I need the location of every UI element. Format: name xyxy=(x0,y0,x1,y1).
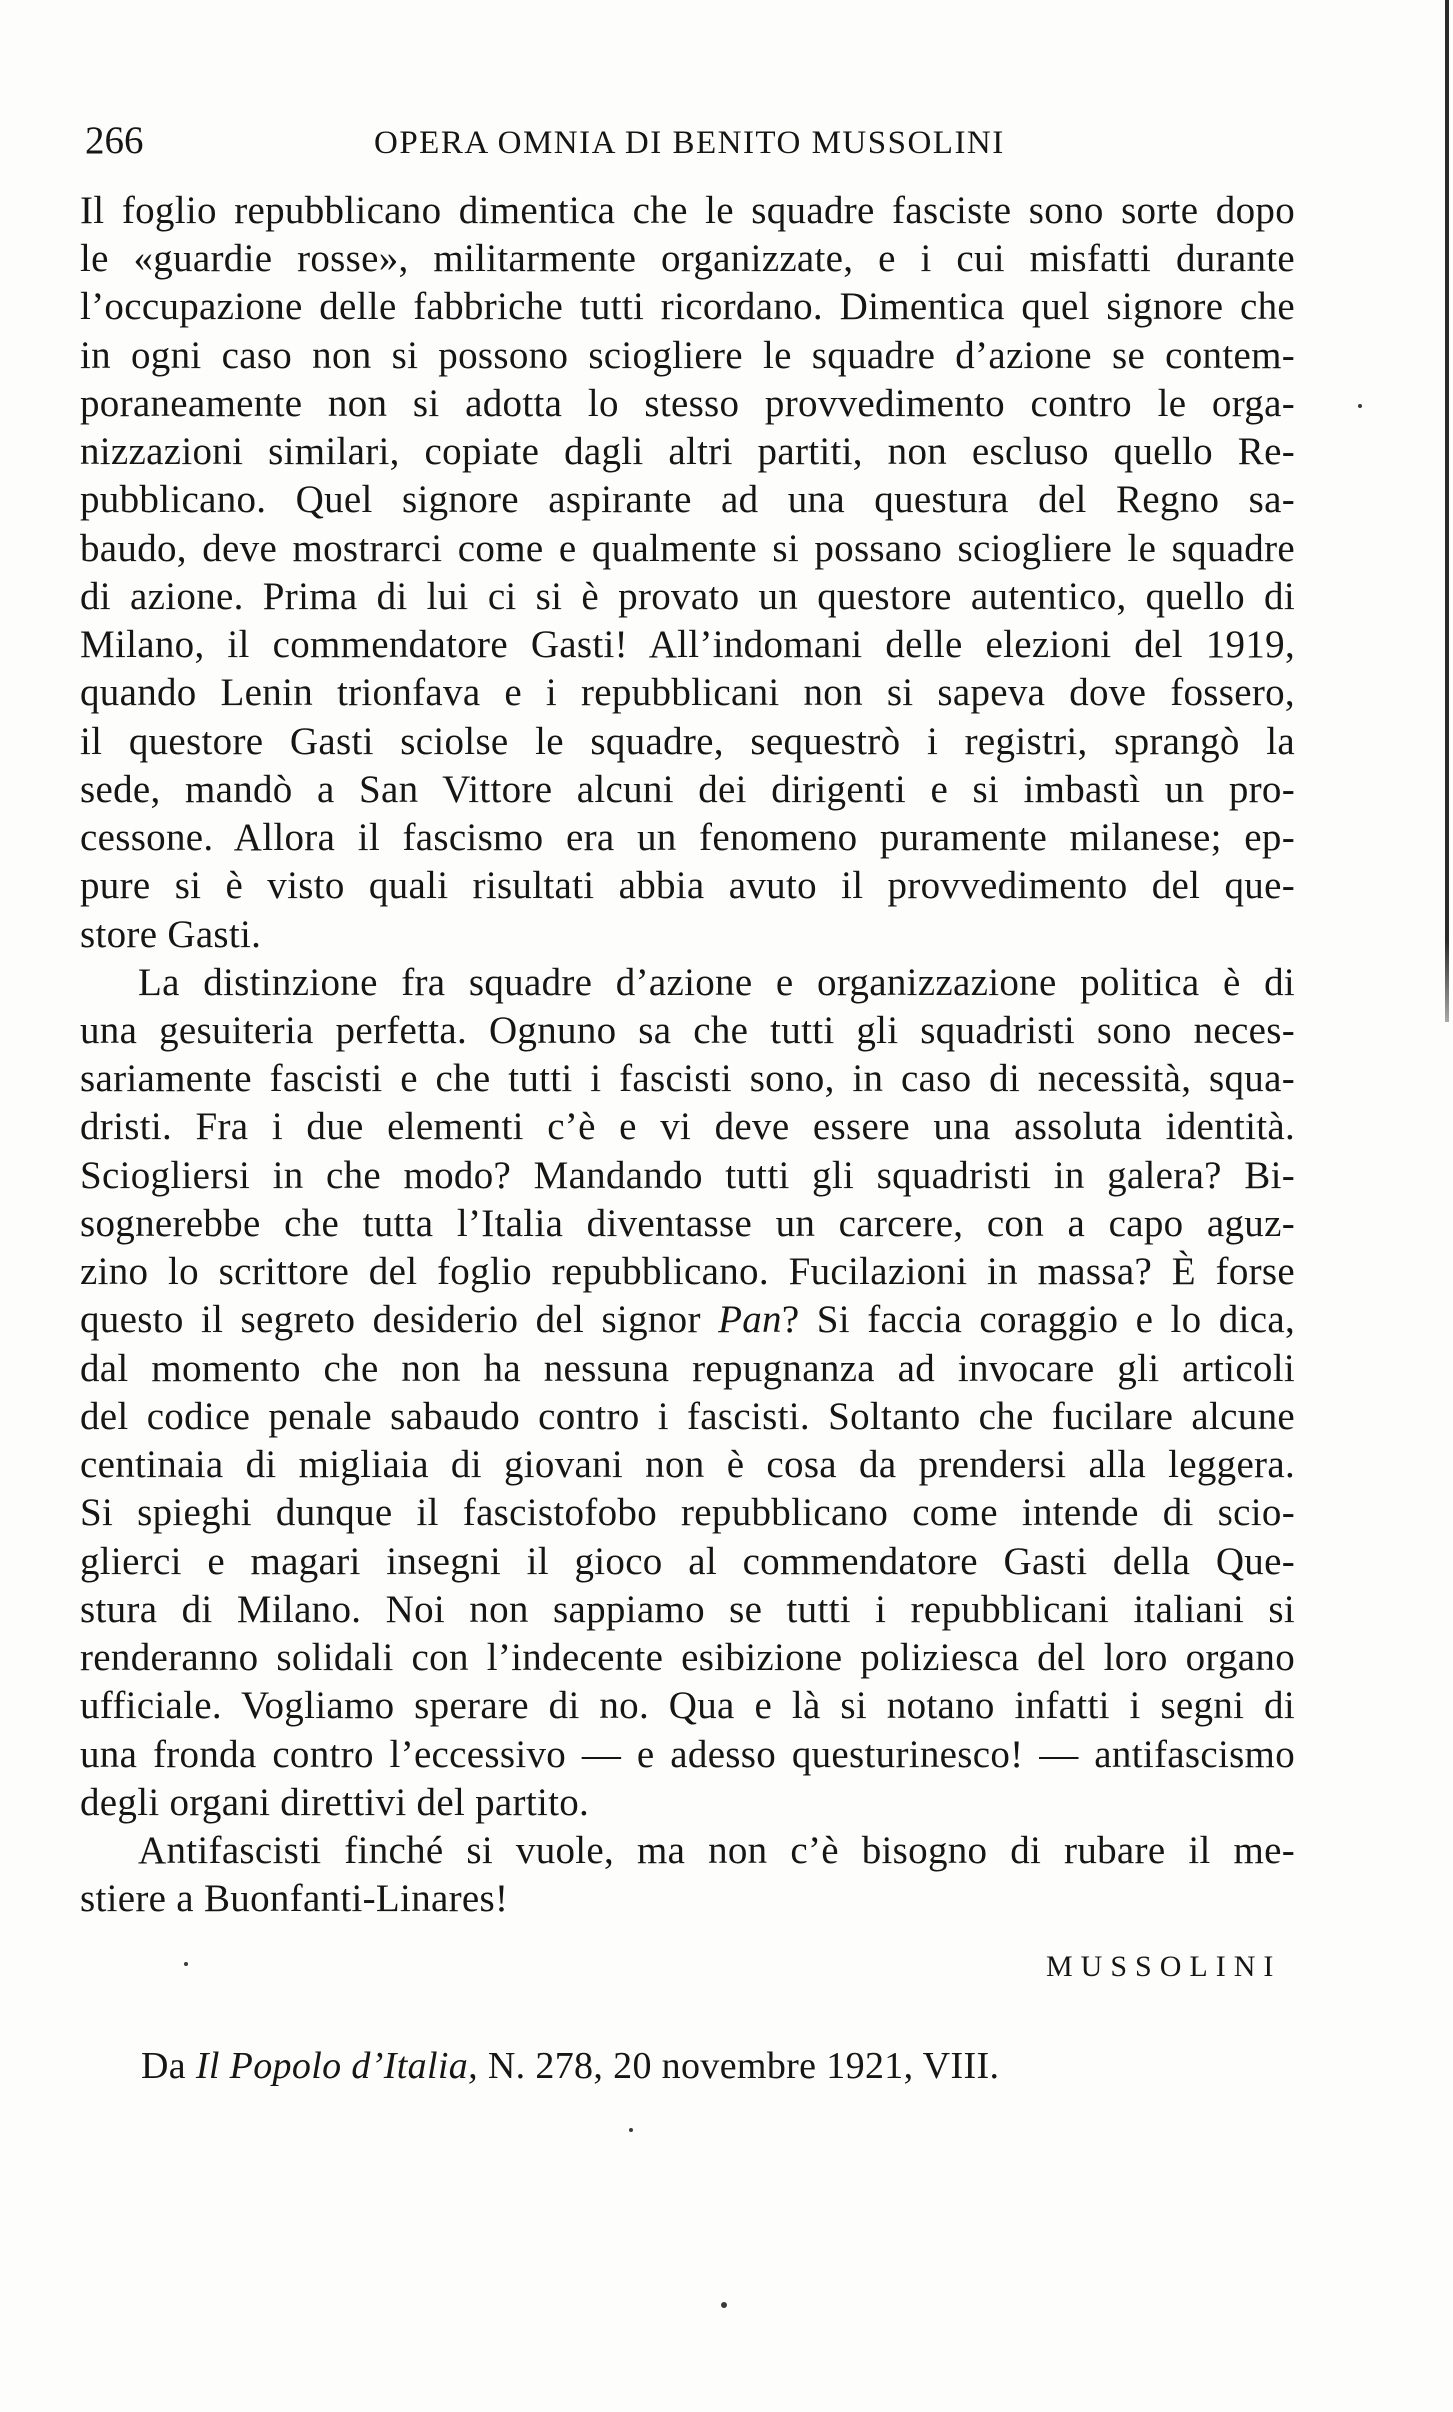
paragraph-2 xyxy=(80,959,1295,1827)
author-signature: MUSSOLINI xyxy=(1046,1950,1282,1983)
text-line: nizzazioni similari, copiate dagli altri partiti, non escluso quello Re- xyxy=(80,430,1295,474)
text-line: Sciogliersi in che modo? Mandando tutti gli squadristi in galera? Bi- xyxy=(80,1153,1295,1197)
text-line: il questore Gasti sciolse le squadre, sequestrò i registri, sprangò la xyxy=(80,719,1295,763)
text-line: dristi. Fra i due elementi c’è e vi deve essere una assoluta identità. xyxy=(80,1105,1295,1149)
text-line: del codice penale sabaudo contro i fascisti. Soltanto che fucilare alcune xyxy=(80,1394,1295,1438)
text-line: Antifascisti finché si vuole, ma non c’è bisogno di rubare il me- xyxy=(138,1828,1295,1872)
text-line: stiere a Buonfanti-Linares! xyxy=(80,1877,509,1921)
text-line: glierci e magari insegni il gioco al commendatore Gasti della Que- xyxy=(80,1539,1295,1583)
text-line: zino lo scrittore del foglio repubblicano. Fucilazioni in massa? È forse xyxy=(80,1250,1295,1294)
italic-name: Pan xyxy=(718,1298,782,1342)
scan-speck xyxy=(629,2128,633,2132)
text-line: ufficiale. Vogliamo sperare di no. Qua e là si notano infatti i segni di xyxy=(80,1684,1295,1728)
paragraph-1 xyxy=(80,187,1295,959)
text-line xyxy=(80,1296,1295,1344)
source-publication: Il Popolo d’Italia, xyxy=(195,2045,478,2087)
text-line: Milano, il commendatore Gasti! All’indomani delle elezioni del 1919, xyxy=(80,623,1295,667)
running-title: OPERA OMNIA DI BENITO MUSSOLINI xyxy=(374,125,1005,161)
text-line: sariamente fascisti e che tutti i fascisti sono, in caso di necessità, squa- xyxy=(80,1057,1295,1101)
text-line: renderanno solidali con l’indecente esibizione poliziesca del loro organo xyxy=(80,1636,1295,1680)
text-line: baudo, deve mostrarci come e qualmente si possano sciogliere le squadre xyxy=(80,526,1295,570)
text-line: l’occupazione delle fabbriche tutti ricordano. Dimentica quel signore che xyxy=(80,285,1295,329)
article-body xyxy=(80,187,1295,1923)
text-line: poraneamente non si adotta lo stesso provvedimento contro le orga- xyxy=(80,381,1295,425)
text-line: quando Lenin trionfava e i repubblicani non si sapeva dove fossero, xyxy=(80,671,1295,715)
text-segment: questo il segreto desiderio del signor xyxy=(80,1298,719,1342)
paragraph-3 xyxy=(80,1827,1295,1923)
source-citation xyxy=(141,2042,999,2090)
text-line: di azione. Prima di lui ci si è provato un questore autentico, quello di xyxy=(80,574,1295,618)
page-number: 266 xyxy=(85,119,144,162)
text-line: Il foglio repubblicano dimentica che le squadre fasciste sono sorte dopo xyxy=(80,189,1295,232)
text-line: dal momento che non ha nessuna repugnanza ad invocare gli articoli xyxy=(80,1346,1295,1390)
scan-speck xyxy=(1358,404,1362,408)
text-line: sognerebbe che tutta l’Italia diventasse un carcere, con a capo aguz- xyxy=(80,1201,1295,1245)
text-line: Si spieghi dunque il fascistofobo repubblicano come intende di scio- xyxy=(80,1491,1295,1535)
source-details: N. 278, 20 novembre 1921, VIII. xyxy=(487,2045,1000,2087)
text-line: cessone. Allora il fascismo era un fenomeno puramente milanese; ep- xyxy=(80,816,1295,860)
text-line: pure si è visto quali risultati abbia avuto il provvedimento del que- xyxy=(80,864,1295,908)
text-line: una gesuiteria perfetta. Ognuno sa che tutti gli squadristi sono neces- xyxy=(80,1008,1295,1052)
text-line: una fronda contro l’eccessivo — e adesso questurinesco! — antifascismo xyxy=(80,1732,1295,1776)
text-line: degli organi direttivi del partito. xyxy=(80,1780,590,1824)
scan-speck xyxy=(184,1962,188,1966)
text-segment: ? Si faccia coraggio e lo dica, xyxy=(781,1298,1295,1342)
running-head xyxy=(85,117,1085,165)
text-line: pubblicano. Quel signore aspirante ad una questura del Regno sa- xyxy=(80,478,1295,522)
text-line: La distinzione fra squadre d’azione e organizzazione politica è di xyxy=(138,960,1295,1004)
text-line: centinaia di migliaia di giovani non è cosa da prendersi alla leggera. xyxy=(80,1443,1295,1487)
text-line: store Gasti. xyxy=(80,912,262,956)
source-prefix: Da xyxy=(141,2045,187,2087)
scan-edge-shadow xyxy=(1445,0,1449,1022)
text-line: sede, mandò a San Vittore alcuni dei dirigenti e si imbastì un pro- xyxy=(80,767,1295,811)
text-line: in ogni caso non si possono sciogliere le squadre d’azione se contem- xyxy=(80,333,1295,377)
scan-speck xyxy=(721,2302,727,2308)
text-line: stura di Milano. Noi non sappiamo se tutti i repubblicani italiani si xyxy=(80,1587,1295,1631)
text-line: le «guardie rosse», militarmente organizzate, e i cui misfatti durante xyxy=(80,237,1295,281)
